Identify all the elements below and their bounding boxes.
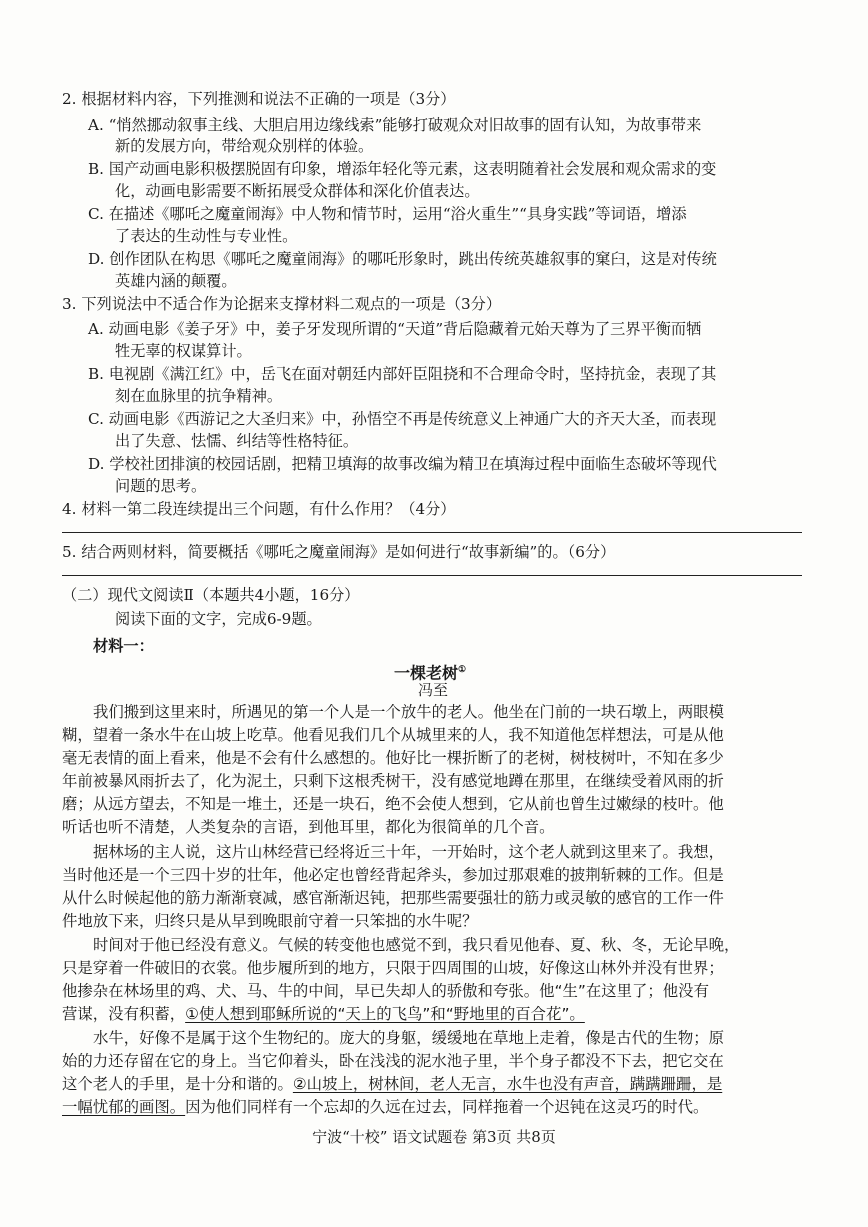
p3-line-2: 只是穿着一件破旧的衣裳。他步履所到的地方，只限于四周围的山坡，好像这山林外并没有世界；	[62, 959, 724, 977]
p3-line-1: 时间对于他已经没有意义。气候的转变他也感觉不到，我只看见他春、夏、秋、冬，无论早晚，	[93, 936, 740, 954]
q4-stem: 4. 材料一第二段连续提出三个问题，有什么作用？（4分）	[62, 500, 456, 518]
q3-option-a-cont: 牲无辜的权谋算计。	[115, 342, 252, 360]
p1-line-3: 毫无表情的面上看来，他是不会有什么感想的。他好比一棵折断了的老树，树枝树叶，不知在多少	[62, 749, 724, 767]
q2-option-c-cont: 了表达的生动性与专业性。	[115, 227, 298, 245]
p1-line-1: 我们搬到这里来时，所遇见的第一个人是一个放牛的老人。他坐在门前的一块石墩上，两眼模	[93, 703, 725, 721]
q2-option-a: A. “悄然挪动叙事主线、大胆启用边缘线索”能够打破观众对旧故事的固有认知，为故事带来	[88, 116, 702, 134]
p1-line-2: 糊，望着一条水牛在山坡上吃草。他看见我们几个从城里来的人，我不知道他怎样想法，可是从他	[62, 726, 724, 744]
q3-option-a: A. 动画电影《姜子牙》中，姜子牙发现所谓的“天道”背后隐藏着元始天尊为了三界平衡而牺	[88, 320, 702, 338]
p4-line-3-text: 这个老人的手里，是十分和谐的。	[62, 1075, 293, 1093]
p4-line-4	[62, 1097, 708, 1117]
p1-line-6: 听话也听不清楚，人类复杂的言语，到他耳里，都化为很简单的几个音。	[62, 818, 555, 836]
p1-line-5: 磨；从远方望去，不知是一堆土，还是一块石，绝不会使人想到，它从前也曾生过嫩绿的枝叶。他	[62, 795, 724, 813]
q2-option-b: B. 国产动画电影积极摆脱固有印象，增添年轻化等元素，这表明随着社会发展和观众需求的变	[88, 160, 717, 178]
section-heading: （二）现代文阅读Ⅱ（本题共4小题，16分）	[62, 586, 360, 604]
underlined-sentence-2a: ②山坡上，树林间，老人无言，水牛也没有声音，蹒蹒跚跚，是	[292, 1075, 723, 1093]
q2-option-b-cont: 化，动画电影需要不断拓展受众群体和深化价值表达。	[115, 182, 480, 200]
page-footer: 宁波“十校” 语文试题卷 第3页 共8页	[312, 1128, 556, 1146]
p3-line-4	[62, 1004, 585, 1024]
q3-option-b-cont: 刻在血脉里的抗争精神。	[115, 387, 283, 405]
p4-line-4-text: 因为他们同样有一个忘却的久远在过去，同样拖着一个迟钝在这灵巧的时代。	[185, 1098, 709, 1116]
q2-stem: 2. 根据材料内容，下列推测和说法不正确的一项是（3分）	[62, 90, 456, 108]
p3-line-4-text: 营谋，没有积蓄，	[62, 1005, 186, 1023]
q3-option-d-cont: 问题的思考。	[115, 477, 207, 495]
p4-line-3	[62, 1074, 722, 1094]
p2-line-3: 从什么时候起他的筋力渐渐衰减，感官渐渐迟钝，把那些需要强壮的筋力或灵敏的感官的工作一件	[62, 889, 724, 907]
material-label: 材料一：	[93, 637, 154, 655]
title-footnote-mark: ①	[458, 665, 467, 675]
section-instruction: 阅读下面的文字，完成6-9题。	[115, 610, 322, 628]
p2-line-1: 据林场的主人说，这片山林经营已经将近三十年，一开始时，这个老人就到这里来了。我想，	[93, 843, 725, 861]
p4-line-1: 水牛，好像不是属于这个生物纪的。庞大的身躯，缓缓地在草地上走着，像是古代的生物；原	[93, 1029, 725, 1047]
q3-stem: 3. 下列说法中不适合作为论据来支撑材料二观点的一项是（3分）	[62, 295, 502, 313]
q3-option-c-cont: 出了失意、怯懦、纠结等性格特征。	[115, 432, 358, 450]
q2-option-a-cont: 新的发展方向，带给观众别样的体验。	[115, 137, 374, 155]
p3-line-3: 他掺杂在林场里的鸡、犬、马、牛的中间，早已失却人的骄傲和夸张。他“生”在这里了；他没有	[62, 982, 709, 1000]
underlined-sentence-1: ①使人想到耶稣所说的“天上的飞鸟”和“野地里的百合花”。	[185, 1005, 585, 1023]
article-title-text: 一棵老树	[394, 663, 459, 683]
q3-option-c: C. 动画电影《西游记之大圣归来》中，孙悟空不再是传统意义上神通广大的齐天大圣，而表现	[88, 410, 717, 428]
q5-answer-line[interactable]	[62, 575, 802, 576]
article-author: 冯至	[418, 681, 449, 699]
q3-option-d: D. 学校社团排演的校园话剧，把精卫填海的故事改编为精卫在填海过程中面临生态破坏等现代	[88, 455, 717, 473]
q2-option-d-cont: 英雄内涵的颠覆。	[115, 272, 237, 290]
p2-line-4: 件地放下来，归终只是从早到晚眼前守着一只笨拙的水牛呢？	[62, 912, 478, 930]
p4-line-2: 始的力还存留在它的身上。当它仰着头，卧在浅浅的泥水池子里，半个身子都没不下去，把它交在	[62, 1052, 724, 1070]
q3-option-b: B. 电视剧《满江红》中，岳飞在面对朝廷内部奸臣阻挠和不合理命令时，坚持抗金，表现了其	[88, 365, 717, 383]
q4-answer-line[interactable]	[62, 532, 802, 533]
q2-option-c: C. 在描述《哪吒之魔童闹海》中人物和情节时，运用“浴火重生”“具身实践”等词语，增添	[88, 205, 687, 223]
p2-line-2: 当时他还是一个三四十岁的壮年，他必定也曾经背起斧头，参加过那艰难的披荆斩棘的工作。但是	[62, 866, 724, 884]
q2-option-d: D. 创作团队在构思《哪吒之魔童闹海》的哪吒形象时，跳出传统英雄叙事的窠臼，这是对传统	[88, 250, 717, 268]
p1-line-4: 年前被暴风雨折去了，化为泥土，只剩下这根秃树干，没有感觉地蹲在那里，在继续受着风雨的折	[62, 772, 724, 790]
underlined-sentence-2b: 一幅忧郁的画图。	[62, 1098, 186, 1116]
q5-stem: 5. 结合两则材料，简要概括《哪吒之魔童闹海》是如何进行“故事新编”的。（6分）	[62, 543, 616, 561]
